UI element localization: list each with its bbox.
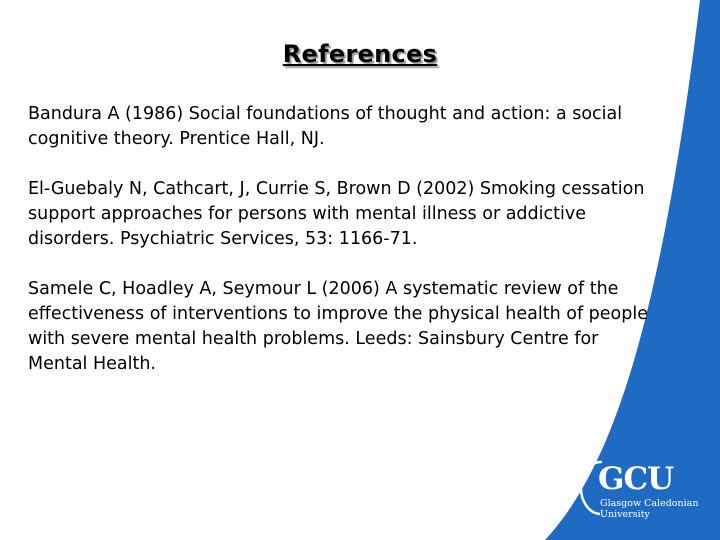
reference-list xyxy=(28,102,658,402)
reference-item: El-Guebaly N, Cathcart, J, Currie S, Brown D (2002) Smoking cessation support approaches for persons with mental illness or addictive disorders. Psychiatric Services, 53: 1166-71. xyxy=(28,179,645,249)
logo-university-name xyxy=(600,498,698,520)
logo-wordmark: GCU xyxy=(598,461,674,497)
gcu-logo xyxy=(578,458,699,528)
logo-name-line: Glasgow Caledonian xyxy=(600,498,699,509)
page-title: References xyxy=(282,40,438,68)
reference-item: Samele C, Hoadley A, Seymour L (2006) A systematic review of the effectiveness of interventions to improve the physical health of people with severe mental health problems. Leeds: Sainsbury Centre for Mental Health. xyxy=(28,279,648,374)
reference-item: Bandura A (1986) Social foundations of thought and action: a social cognitive theory. Prentice Hall, NJ. xyxy=(28,104,623,149)
logo-name-line: University xyxy=(600,509,650,520)
